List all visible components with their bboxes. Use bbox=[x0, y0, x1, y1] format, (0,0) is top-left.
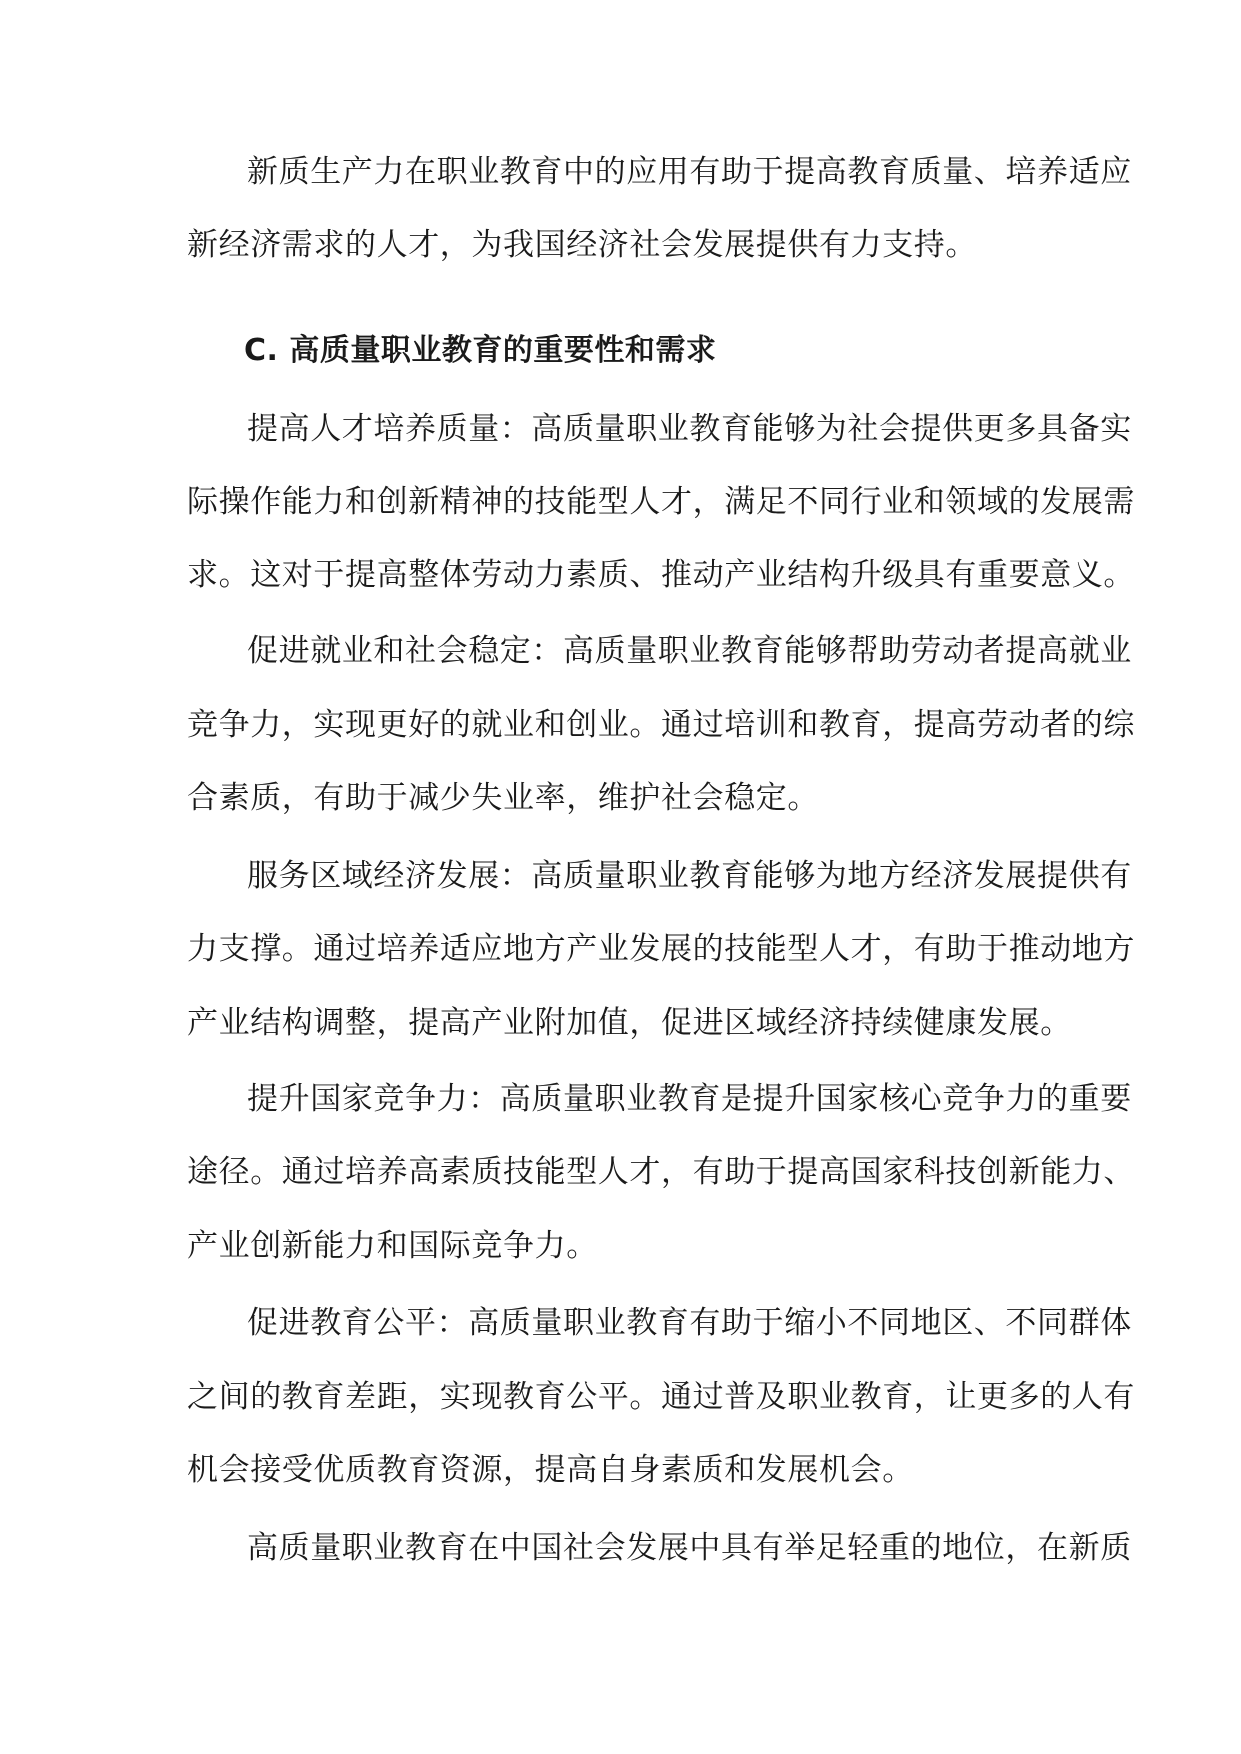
paragraph-line: 竞争力，实现更好的就业和创业。通过培训和教育，提高劳动者的综 bbox=[187, 707, 1135, 743]
paragraph-line: 促进就业和社会稳定：高质量职业教育能够帮助劳动者提高就业 bbox=[247, 633, 1132, 669]
paragraph-line: 促进教育公平：高质量职业教育有助于缩小不同地区、不同群体 bbox=[247, 1305, 1132, 1341]
paragraph-line: 产业结构调整，提高产业附加值，促进区域经济持续健康发展。 bbox=[187, 1005, 1072, 1041]
paragraph-line: 之间的教育差距，实现教育公平。通过普及职业教育，让更多的人有 bbox=[187, 1379, 1135, 1415]
section-heading: C. 高质量职业教育的重要性和需求 bbox=[244, 333, 717, 368]
paragraph-line: 服务区域经济发展：高质量职业教育能够为地方经济发展提供有 bbox=[247, 858, 1132, 894]
paragraph-line: 提升国家竞争力：高质量职业教育是提升国家核心竞争力的重要 bbox=[247, 1081, 1132, 1117]
paragraph-line: 提高人才培养质量：高质量职业教育能够为社会提供更多具备实 bbox=[247, 411, 1132, 447]
paragraph-line: 际操作能力和创新精神的技能型人才，满足不同行业和领域的发展需 bbox=[187, 484, 1135, 520]
paragraph-line: 力支撑。通过培养适应地方产业发展的技能型人才，有助于推动地方 bbox=[187, 931, 1135, 967]
paragraph-line: 高质量职业教育在中国社会发展中具有举足轻重的地位，在新质 bbox=[247, 1530, 1132, 1566]
paragraph-line: 途径。通过培养高素质技能型人才，有助于提高国家科技创新能力、 bbox=[187, 1154, 1135, 1190]
paragraph-line: 产业创新能力和国际竞争力。 bbox=[187, 1228, 598, 1264]
paragraph-line: 新质生产力在职业教育中的应用有助于提高教育质量、培养适应 bbox=[247, 154, 1132, 190]
paragraph-line: 新经济需求的人才，为我国经济社会发展提供有力支持。 bbox=[187, 227, 977, 263]
paragraph-line: 求。这对于提高整体劳动力素质、推动产业结构升级具有重要意义。 bbox=[187, 557, 1135, 593]
paragraph-line: 合素质，有助于减少失业率，维护社会稳定。 bbox=[187, 780, 819, 816]
paragraph-line: 机会接受优质教育资源，提高自身素质和发展机会。 bbox=[187, 1452, 914, 1488]
